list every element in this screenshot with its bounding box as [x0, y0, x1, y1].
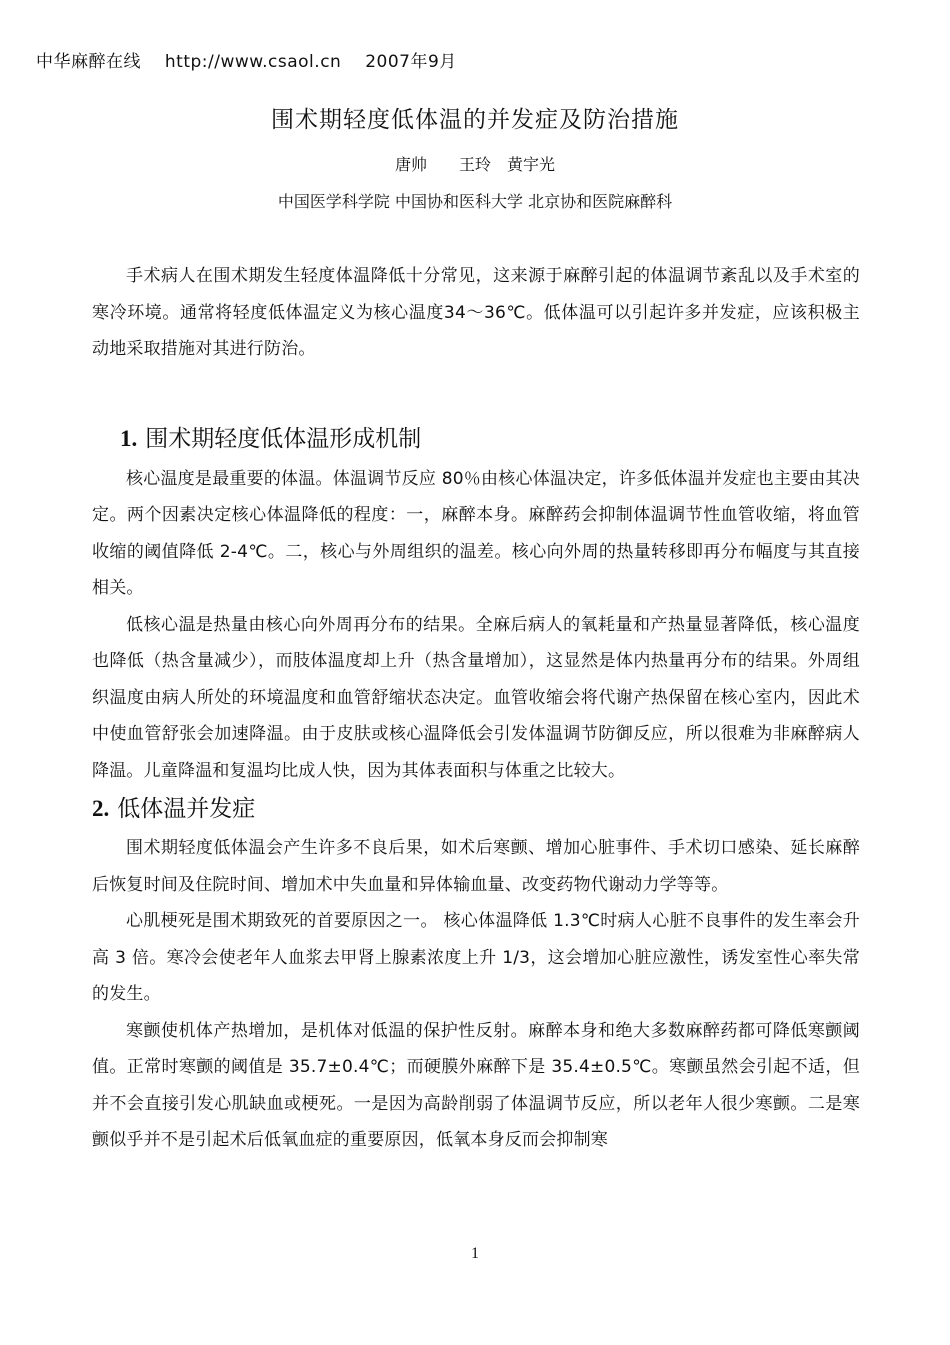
section-2-number: 2.	[92, 796, 110, 821]
article-title: 围术期轻度低体温的并发症及防治措施	[271, 107, 679, 133]
header-site-name: 中华麻醉在线	[36, 52, 141, 72]
section-2-heading	[92, 791, 860, 827]
article-affiliation: 中国医学科学院 中国协和医科大学 北京协和医院麻醉科	[277, 192, 673, 211]
article-body	[92, 258, 860, 1159]
section-2-title: 低体温并发症	[117, 796, 256, 822]
section-2-paragraph-1: 围术期轻度低体温会产生许多不良后果，如术后寒颤、增加心脏事件、手术切口感染、延长麻醉后恢复时间及住院时间、增加术中失血量和异体输血量、改变药物代谢动力学等等。	[92, 838, 860, 895]
section-1-paragraph-2: 低核心温是热量由核心向外周再分布的结果。全麻后病人的氧耗量和产热量显著降低，核心温度也降低（热含量减少），而肢体温度却上升（热含量增加），这显然是体内热量再分布的结果。外周组织温度由病人所处的环境温度和血管舒缩状态决定。血管收缩会将代谢产热保留在核心室内，因此术中使血管舒张会加速降温。由于皮肤或核心温降低会引发体温调节防御反应，所以很难为非麻醉病人降温。儿童降温和复温均比成人快，因为其体表面积与体重之比较大。	[92, 614, 860, 781]
section-1-paragraph-1: 核心温度是最重要的体温。体温调节反应 80％由核心体温决定，许多低体温并发症也主要由其决定。两个因素决定核心体温降低的程度：一，麻醉本身。麻醉药会抑制体温调节性血管收缩，将血管收缩的阈值降低 2-4℃。二，核心与外周组织的温差。核心向外周的热量转移即再分布幅度与其直接相关。	[92, 468, 860, 598]
section-1-heading	[92, 421, 860, 457]
abstract-paragraph: 手术病人在围术期发生轻度体温降低十分常见，这来源于麻醉引起的体温调节紊乱以及手术室的寒冷环境。通常将轻度低体温定义为核心温度34～36℃。低体温可以引起许多并发症，应该积极主动地采取措施对其进行防治。	[92, 266, 860, 359]
page-header	[36, 47, 475, 72]
article-authors: 唐帅 王玲 黄宇光	[394, 155, 555, 174]
header-date: 2007年9月	[365, 52, 457, 72]
section-2-paragraph-3: 寒颤使机体产热增加，是机体对低温的保护性反射。麻醉本身和绝大多数麻醉药都可降低寒颤阈值。正常时寒颤的阈值是 35.7±0.4℃；而硬膜外麻醉下是 35.4±0.5℃。寒颤虽然会引起不适，但并不会直接引发心肌缺血或梗死。一是因为高龄削弱了体温调节反应，所以老年人很少寒颤。二是寒颤似乎并不是引起术后低氧血症的重要原因，低氧本身反而会抑制寒	[92, 1020, 860, 1150]
header-url: http://www.csaol.cn	[164, 52, 342, 72]
section-1-number: 1.	[120, 425, 138, 451]
section-1-title: 围术期轻度低体温形成机制	[145, 425, 422, 452]
section-2-paragraph-2: 心肌梗死是围术期致死的首要原因之一。 核心体温降低 1.3℃时病人心脏不良事件的发生率会升高 3 倍。寒冷会使老年人血浆去甲肾上腺素浓度上升 1/3，这会增加心脏应激性，诱发室性心率失常的发生。	[92, 911, 860, 1004]
page-number: 1	[471, 1245, 479, 1262]
